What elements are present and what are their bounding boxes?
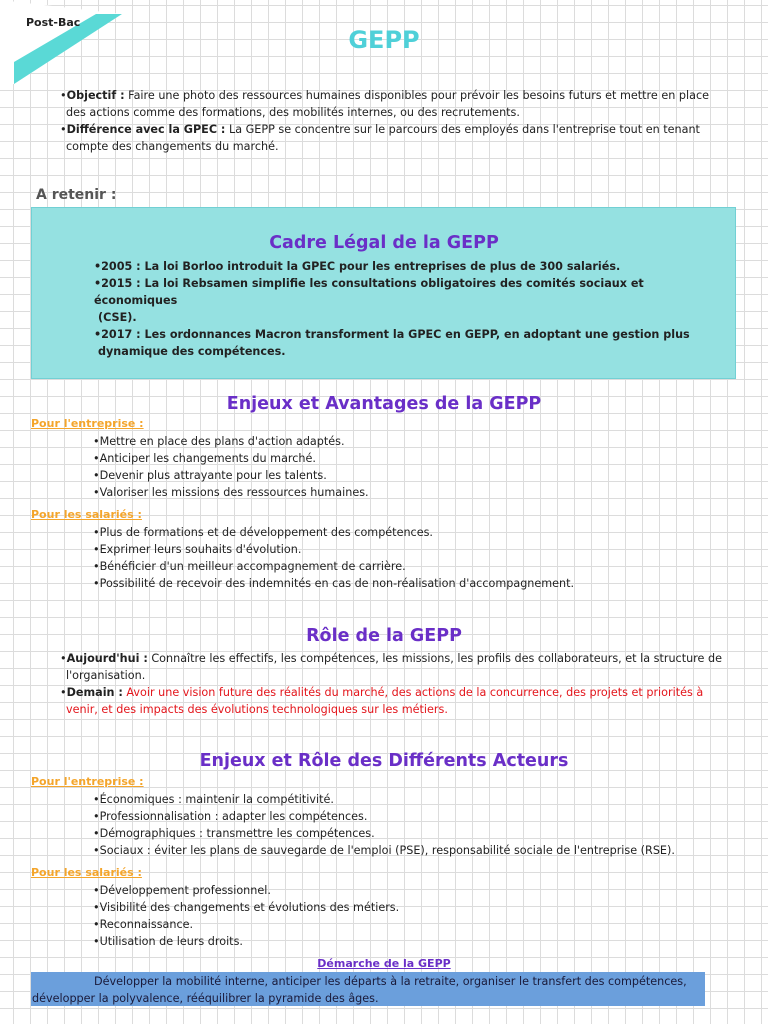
demain-line: •Demain : Avoir une vision future des réalités du marché, des actions de la concurrence, des projets et priorités à bbox=[60, 686, 704, 699]
list-item: •Valoriser les missions des ressources humaines. bbox=[93, 486, 369, 499]
objectif-label: Objectif : bbox=[66, 89, 125, 102]
enjeux-salaries-label: Pour les salariés : bbox=[31, 508, 142, 521]
list-item: •Développement professionnel. bbox=[93, 884, 271, 897]
demain-text: Avoir une vision future des réalités du marché, des actions de la concurrence, des projets et priorités à bbox=[122, 686, 704, 699]
list-item: •Bénéficier d'un meilleur accompagnement de carrière. bbox=[93, 560, 406, 573]
intro-section bbox=[60, 87, 730, 155]
aujourdhui-text: Connaître les effectifs, les compétences, les missions, les profils des collaborateurs, et la structure de bbox=[147, 652, 722, 665]
enjeux-entreprise-list bbox=[93, 433, 369, 501]
legal-item-cont: (CSE). bbox=[98, 311, 137, 324]
acteurs-salaries-list bbox=[93, 882, 399, 950]
list-item: •Utilisation de leurs droits. bbox=[93, 935, 243, 948]
aujourdhui-line: •Aujourd'hui : Connaître les effectifs, les compétences, les missions, les profils des collaborateurs, et la structure de bbox=[60, 652, 722, 665]
cadre-legal-title: Cadre Légal de la GEPP bbox=[269, 233, 499, 253]
demain-label: Demain : bbox=[66, 686, 123, 699]
aujourdhui-text-cont: l'organisation. bbox=[66, 669, 146, 682]
a-retenir-label: A retenir : bbox=[36, 187, 117, 203]
acteurs-entreprise-list bbox=[93, 791, 675, 859]
objectif-line: •Objectif : Faire une photo des ressources humaines disponibles pour prévoir les besoins futurs et mettre en place bbox=[60, 89, 709, 102]
page-title: GEPP bbox=[348, 26, 420, 54]
list-item: •Anticiper les changements du marché. bbox=[93, 452, 316, 465]
objectif-text-cont: des actions comme des formations, des mobilités internes, ou des recrutements. bbox=[66, 106, 520, 119]
list-item: •Économiques : maintenir la compétitivité. bbox=[93, 793, 334, 806]
legal-item: •2005 : La loi Borloo introduit la GPEC pour les entreprises de plus de 300 salariés. bbox=[94, 260, 621, 273]
enjeux-entreprise-label: Pour l'entreprise : bbox=[31, 417, 144, 430]
demarche-text: Développer la mobilité interne, anticiper les départs à la retraite, organiser le transfert des compétences, développer la polyvalence, rééquilibrer la pyramide des âges. bbox=[32, 975, 687, 1005]
list-item: •Possibilité de recevoir des indemnités en cas de non-réalisation d'accompagnement. bbox=[93, 577, 575, 590]
enjeux-avantages-title: Enjeux et Avantages de la GEPP bbox=[226, 394, 542, 414]
difference-label: Différence avec la GPEC : bbox=[66, 123, 226, 136]
list-item: •Visibilité des changements et évolutions des métiers. bbox=[93, 901, 400, 914]
aujourdhui-label: Aujourd'hui : bbox=[66, 652, 148, 665]
acteurs-salaries-label: Pour les salariés : bbox=[31, 866, 142, 879]
enjeux-salaries-list bbox=[93, 524, 574, 592]
list-item: •Exprimer leurs souhaits d'évolution. bbox=[93, 543, 302, 556]
list-item: •Reconnaissance. bbox=[93, 918, 194, 931]
legal-item-cont: dynamique des compétences. bbox=[98, 345, 286, 358]
difference-text: La GEPP se concentre sur le parcours des employés dans l'entreprise tout en tenant bbox=[225, 123, 700, 136]
cadre-legal-list bbox=[94, 258, 714, 360]
demarche-title: Démarche de la GEPP bbox=[317, 957, 451, 970]
acteurs-entreprise-label: Pour l'entreprise : bbox=[31, 775, 144, 788]
role-title: Rôle de la GEPP bbox=[306, 626, 462, 646]
acteurs-title: Enjeux et Rôle des Différents Acteurs bbox=[199, 751, 569, 771]
legal-item: •2017 : Les ordonnances Macron transforment la GPEC en GEPP, en adoptant une gestion plus bbox=[94, 328, 690, 341]
list-item: •Mettre en place des plans d'action adaptés. bbox=[93, 435, 345, 448]
list-item: •Plus de formations et de développement des compétences. bbox=[93, 526, 433, 539]
post-bac-label: Post-Bac bbox=[26, 16, 81, 29]
objectif-text: Faire une photo des ressources humaines disponibles pour prévoir les besoins futurs et mettre en place bbox=[124, 89, 709, 102]
difference-text-cont: compte des changements du marché. bbox=[66, 140, 279, 153]
list-item: •Sociaux : éviter les plans de sauvegarde de l'emploi (PSE), responsabilité sociale de l'entreprise (RSE). bbox=[93, 844, 675, 857]
role-list bbox=[60, 650, 740, 718]
difference-line: •Différence avec la GPEC : La GEPP se concentre sur le parcours des employés dans l'entreprise tout en tenant bbox=[60, 123, 700, 136]
legal-item: •2015 : La loi Rebsamen simplifie les consultations obligatoires des comités sociaux et économiques bbox=[94, 277, 644, 307]
demain-text-cont: venir, et des impacts des évolutions technologiques sur les métiers. bbox=[66, 703, 448, 716]
list-item: •Démographiques : transmettre les compétences. bbox=[93, 827, 375, 840]
list-item: •Devenir plus attrayante pour les talents. bbox=[93, 469, 327, 482]
list-item: •Professionnalisation : adapter les compétences. bbox=[93, 810, 368, 823]
